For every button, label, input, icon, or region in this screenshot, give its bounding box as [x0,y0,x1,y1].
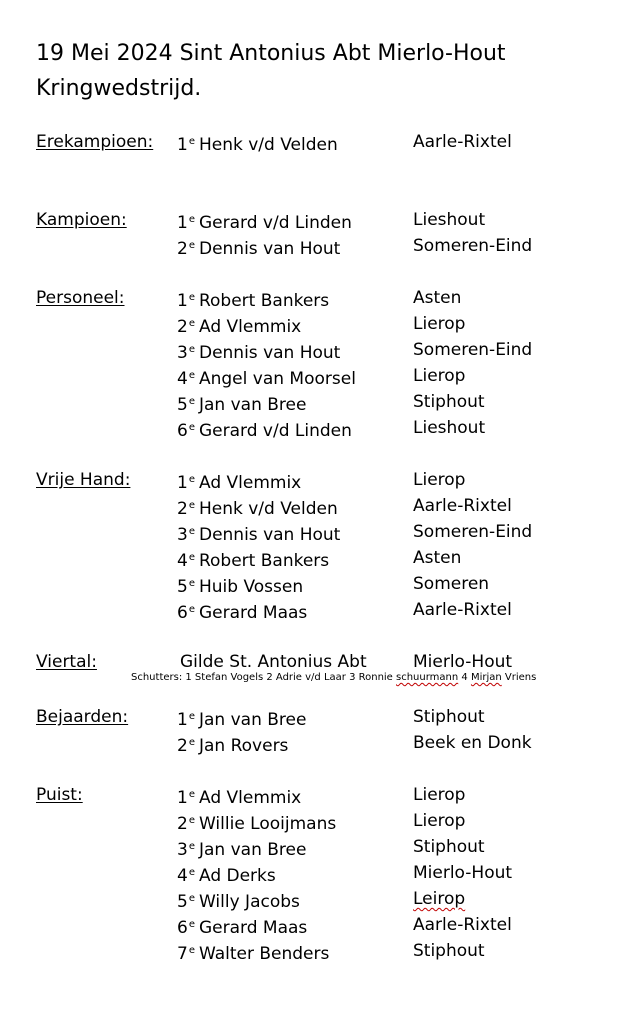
section-puist [36,782,596,964]
rank-number: 6 [177,603,188,623]
participant-name [177,597,307,626]
club-name: Someren-Eind [413,522,533,542]
club-name: Mierlo-Hout [413,863,513,883]
rank-suffix: e [188,240,195,251]
club-name: Lierop [413,366,466,386]
rank-suffix: e [188,136,195,147]
participant-name [177,545,329,574]
title-line-2: Kringwedstrijd. [36,76,202,101]
category-label: Vrije Hand: [36,470,131,490]
section-bejaarden [36,704,596,782]
participant-name-text: Gerard Maas [198,918,308,938]
blank-line [36,756,596,782]
category-label: Viertal: [36,652,97,672]
club-name: Lierop [413,811,466,831]
club-name: Someren [413,574,490,594]
rank-suffix: e [188,526,195,537]
result-row [36,571,596,597]
result-row [36,545,596,571]
note-part: Mirjan [470,672,502,683]
participant-name [177,311,301,340]
rank-suffix: e [188,396,195,407]
club-name: Stiphout [413,837,485,857]
club-name: Aarle-Rixtel [413,915,512,935]
club-name: Someren-Eind [413,340,533,360]
club-name: Mierlo-Hout [413,652,513,672]
rank-suffix: e [188,370,195,381]
rank-number: 1 [177,213,188,233]
club-name: Lieshout [413,210,486,230]
participant-name [177,782,301,811]
club-name: Aarle-Rixtel [413,496,512,516]
rank-number: 1 [177,788,188,808]
rank-suffix: e [188,474,195,485]
club-name: Aarle-Rixtel [413,600,512,620]
blank-line [36,181,596,207]
rank-suffix: e [188,945,195,956]
participant-name-text: Jan van Bree [198,840,307,860]
title-line-1: 19 Mei 2024 Sint Antonius Abt Mierlo-Hout [36,41,506,66]
blank-line [36,259,596,285]
participant-name [177,730,288,759]
participant-name-text: Robert Bankers [198,291,330,311]
result-row [36,415,596,441]
rank-number: 3 [177,840,188,860]
result-row [36,730,596,756]
club-name: Someren-Eind [413,236,533,256]
result-row [36,207,596,233]
rank-number: 2 [177,499,188,519]
section-personeel [36,285,596,467]
note-part: schuurmann [396,672,459,683]
rank-suffix: e [188,867,195,878]
rank-number: 5 [177,892,188,912]
rank-suffix: e [188,815,195,826]
section-kampioen [36,207,596,285]
shooters-note [131,671,536,685]
rank-suffix: e [188,789,195,800]
result-row [36,493,596,519]
club-name: Asten [413,288,462,308]
club-name: Lieshout [413,418,486,438]
results-list [36,129,596,964]
note-part: Schutters: 1 Stefan Vogels 2 Adrie v/d Laar 3 Ronnie [131,672,397,683]
rank-number: 1 [177,135,188,155]
result-row [36,782,596,808]
participant-name [177,207,352,236]
result-row [36,938,596,964]
rank-number: 1 [177,291,188,311]
note-row [36,672,596,689]
section-vrije-hand [36,467,596,649]
participant-name [177,571,303,600]
rank-number: 1 [177,710,188,730]
result-row [36,886,596,912]
participant-name [177,912,307,941]
result-row [36,389,596,415]
participant-name-text: Ad Vlemmix [198,317,302,337]
club-name: Stiphout [413,941,485,961]
rank-number: 2 [177,317,188,337]
result-row [36,363,596,389]
participant-name-text: Huib Vossen [198,577,304,597]
participant-name-text: Jan van Bree [198,710,307,730]
rank-suffix: e [188,344,195,355]
participant-name-text: Gerard v/d Linden [198,421,352,441]
participant-name-text: Dennis van Hout [198,239,341,259]
blank-line [36,155,596,181]
rank-suffix: e [188,737,195,748]
rank-number: 5 [177,577,188,597]
participant-name-text: Henk v/d Velden [198,499,338,519]
participant-name-text: Gerard Maas [198,603,308,623]
participant-name [177,834,306,863]
participant-name [177,337,340,366]
rank-number: 2 [177,239,188,259]
participant-name [177,493,338,522]
category-label: Erekampioen: [36,132,154,152]
club-name: Lierop [413,314,466,334]
participant-name-text: Willy Jacobs [198,892,300,912]
section-viertal [36,649,596,704]
rank-suffix: e [188,841,195,852]
rank-number: 3 [177,343,188,363]
participant-name [177,886,300,915]
result-row [36,860,596,886]
rank-suffix: e [188,214,195,225]
rank-suffix: e [188,500,195,511]
participant-name-text: Dennis van Hout [198,343,341,363]
rank-suffix: e [188,422,195,433]
category-label: Kampioen: [36,210,127,230]
rank-suffix: e [188,578,195,589]
club-name: Stiphout [413,392,485,412]
section-erekampioen [36,129,596,207]
rank-suffix: e [188,318,195,329]
category-label: Bejaarden: [36,707,129,727]
result-row [36,337,596,363]
result-row [36,912,596,938]
club-name: Beek en Donk [413,733,532,753]
participant-name [177,704,306,733]
result-row [36,285,596,311]
rank-suffix: e [188,919,195,930]
participant-name [177,363,356,392]
rank-number: 4 [177,551,188,571]
participant-name-text: Ad Vlemmix [198,788,302,808]
participant-name-text: Jan van Bree [198,395,307,415]
blank-line [36,441,596,467]
category-label: Personeel: [36,288,125,308]
rank-number: 6 [177,421,188,441]
rank-suffix: e [188,893,195,904]
participant-name-text: Ad Vlemmix [198,473,302,493]
result-row [36,129,596,155]
club-name: Leirop [413,889,466,909]
rank-number: 2 [177,814,188,834]
blank-line [36,623,596,649]
rank-suffix: e [188,292,195,303]
result-row [36,808,596,834]
result-row [36,519,596,545]
rank-suffix: e [188,552,195,563]
blank-line [36,689,596,704]
result-row [36,311,596,337]
rank-number: 4 [177,369,188,389]
club-name: Asten [413,548,462,568]
rank-suffix: e [188,711,195,722]
rank-number: 3 [177,525,188,545]
result-row [36,704,596,730]
participant-name-text: Ad Derks [198,866,276,886]
result-row [36,834,596,860]
note-part: 4 [458,672,471,683]
rank-number: 4 [177,866,188,886]
club-name: Aarle-Rixtel [413,132,512,152]
participant-name [177,808,336,837]
rank-number: 5 [177,395,188,415]
participant-name [177,519,340,548]
result-row [36,597,596,623]
participant-name-text: Robert Bankers [198,551,330,571]
participant-name [177,389,306,418]
participant-name-text: Dennis van Hout [198,525,341,545]
result-row [36,467,596,493]
rank-number: 6 [177,918,188,938]
participant-name-text: Gilde St. Antonius Abt [180,652,367,672]
note-part: Vriens [501,672,537,683]
participant-name-text: Willie Looijmans [198,814,337,834]
participant-name-text: Jan Rovers [198,736,289,756]
document-title [36,36,506,106]
participant-name [177,415,352,444]
participant-name [177,233,340,262]
club-name: Stiphout [413,707,485,727]
rank-number: 7 [177,944,188,964]
club-name: Lierop [413,785,466,805]
participant-name [177,467,301,496]
participant-name-text: Walter Benders [198,944,330,964]
participant-name-text: Gerard v/d Linden [198,213,352,233]
participant-name-text: Henk v/d Velden [198,135,338,155]
participant-name [177,938,329,967]
participant-name-text: Angel van Moorsel [198,369,356,389]
participant-name [177,285,329,314]
rank-number: 1 [177,473,188,493]
club-name: Lierop [413,470,466,490]
result-row [36,233,596,259]
rank-number: 2 [177,736,188,756]
rank-suffix: e [188,604,195,615]
category-label: Puist: [36,785,83,805]
participant-name [177,129,338,158]
participant-name [177,860,276,889]
